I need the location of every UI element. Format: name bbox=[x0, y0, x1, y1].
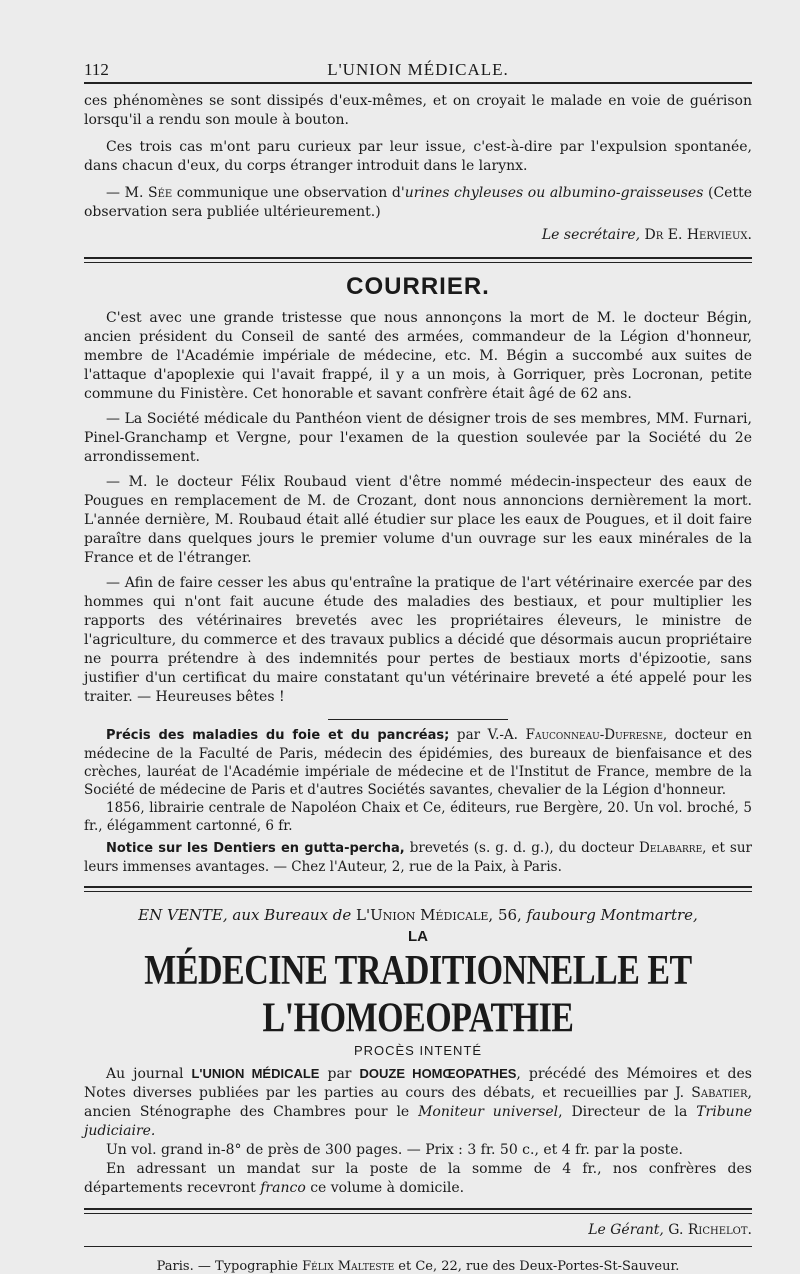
intro-p3-end: (Cette observation sera publiée ultérieurement.) bbox=[84, 185, 752, 220]
intro-paragraph-3 bbox=[84, 184, 752, 222]
courrier-paragraph: — M. le docteur Félix Roubaud vient d'être nommé médecin-inspecteur des eaux de Pougues en remplacement de M. de Crozant, dont nous annoncions dernièrement la mort. L'année dernière, M. Roubaud était allé étudier sur place les eaux de Pougues, et il doit faire paraître dans quelques jours le premier volume d'un ouvrage sur les eaux minérales de la France et de l'étranger. bbox=[84, 474, 752, 566]
advert-p1-d: DOUZE HOMŒOPATHES bbox=[359, 1066, 517, 1081]
advert-p1-a: Au journal bbox=[106, 1066, 192, 1082]
imprint-a: Paris. — Typographie bbox=[156, 1259, 303, 1274]
journal-name: L'UNION MÉDICALE. bbox=[327, 60, 509, 79]
advert-p1-g: , ancien Sténographe des Chambres pour le bbox=[84, 1085, 752, 1120]
en-vente-line bbox=[84, 906, 752, 924]
courrier-section bbox=[84, 309, 752, 707]
section-divider bbox=[84, 257, 752, 263]
notices-section bbox=[84, 726, 752, 876]
page-number: 112 bbox=[84, 60, 109, 79]
advert-p1-j: Tribune judiciaire. bbox=[84, 1104, 752, 1139]
gerant-label: Le Gérant, bbox=[588, 1222, 664, 1238]
gerant-line bbox=[84, 1222, 752, 1238]
advertisement bbox=[84, 906, 752, 1198]
courrier-paragraph: — Afin de faire cesser les abus qu'entraîne la pratique de l'art vétérinaire exercée par des hommes qui n'ont fait aucune étude des maladies des bestiaux, et pour multiplier les rapports des vétérinaires brevetés avec les propriétaires éleveurs, le ministre de l'agriculture, du commerce et des travaux publics a décidé que désormais aucun propriétaire ne pourra prétendre à des indemnités pour pertes de bestiaux morts d'épizootie, sans justifier d'un certificat du maire constatant qu'un vétérinaire breveté a été appelé pour les traiter. — Heureuses bêtes ! bbox=[84, 575, 752, 705]
intro-paragraph-2: Ces trois cas m'ont paru curieux par leur issue, c'est-à-dire par l'expulsion spontanée, dans chacun d'eux, du corps étranger introduit dans le larynx. bbox=[84, 139, 752, 174]
intro-p3-lead: — M. bbox=[106, 185, 148, 201]
advert-p1-c: par bbox=[319, 1066, 360, 1082]
dentiers-text: brevetés (s. g. d. g.), du docteur bbox=[404, 840, 640, 856]
dentiers-notice bbox=[84, 839, 752, 876]
footer-divider bbox=[84, 1246, 752, 1247]
secretary-signature bbox=[84, 226, 752, 245]
advert-p3-a: En adressant un mandat sur la poste de la somme de 4 fr., nos confrères des départements recevront bbox=[84, 1161, 752, 1196]
section-divider bbox=[84, 886, 752, 892]
advert-p1-f: Sabatier bbox=[691, 1085, 748, 1101]
section-divider bbox=[84, 1208, 752, 1214]
precis-notice bbox=[84, 726, 752, 799]
courrier-paragraph: — La Société médicale du Panthéon vient de désigner trois de ses membres, MM. Furnari, Pinel-Granchamp et Vergne, pour l'examen de la question soulevée par la Société du 2e arrondissement. bbox=[84, 411, 752, 465]
short-divider bbox=[328, 719, 508, 720]
advert-p3-c: ce volume à domicile. bbox=[305, 1180, 465, 1196]
intro-p3-italic: urines chyleuses ou albumino-graisseuses bbox=[404, 185, 704, 201]
imprint-b: Félix Malteste bbox=[302, 1259, 395, 1274]
signature-name: Dr E. Hervieux. bbox=[644, 227, 752, 243]
dentiers-author: Delabarre bbox=[639, 840, 703, 856]
precis-title: Précis des maladies du foie et du pancréas; bbox=[106, 728, 450, 743]
intro-section bbox=[84, 92, 752, 245]
intro-p3-mid: communique une observation d' bbox=[172, 185, 405, 201]
advert-paragraph-3 bbox=[84, 1160, 752, 1198]
advert-p1-b: L'UNION MÉDICALE bbox=[191, 1066, 320, 1081]
en-vente-a: EN VENTE, aux Bureaux de bbox=[138, 906, 357, 924]
courrier-paragraph: C'est avec une grande tristesse que nous annonçons la mort de M. le docteur Bégin, ancien président du Conseil de santé des armées, commandeur de la Légion d'honneur, membre de l'Académie impériale de médecine, etc. M. Bégin a succombé aux suites de l'attaque d'apoplexie qui l'avait frappé, il y a un mois, à Gorriquer, près Locronan, petite commune du Finistère. Cet honorable et savant confrère était âgé de 62 ans. bbox=[84, 310, 752, 402]
advert-paragraph-1 bbox=[84, 1064, 752, 1141]
precis-by: par V.-A. bbox=[449, 727, 526, 743]
courrier-title: COURRIER. bbox=[346, 273, 490, 300]
advert-title: MÉDECINE TRADITIONNELLE ET L'HOMOEOPATHIE bbox=[144, 947, 692, 1042]
advert-p1-e: , précédé des Mémoires et des Notes diverses publiées par les parties au cours des débats, et recueillies par J. bbox=[84, 1066, 752, 1101]
advert-p3-b: franco bbox=[260, 1180, 306, 1196]
gerant-name: G. Richelot. bbox=[668, 1222, 752, 1238]
precis-text: , docteur en médecine de la Faculté de Paris, médecin des épidémies, des bureaux de bienfaisance et des crèches, lauréat de l'Académie impériale de médecine et de l'Institut de France, membre de la Société de médecine de Paris et d'autres Sociétés savantes, chevalier de la Légion d'honneur. bbox=[84, 727, 752, 798]
advert-proces: PROCÈS INTENTÉ bbox=[353, 1043, 483, 1058]
intro-p3-name: Sée bbox=[148, 185, 173, 201]
precis-publication: 1856, librairie centrale de Napoléon Chaix et Ce, éditeurs, rue Bergère, 20. Un vol. broché, 5 fr., élégamment cartonné, 6 fr. bbox=[84, 800, 752, 834]
en-vente-d: faubourg Montmartre, bbox=[526, 906, 698, 924]
dentiers-end: , et sur leurs immenses avantages. — Chez l'Auteur, 2, rue de la Paix, à Paris. bbox=[84, 840, 752, 875]
advert-paragraph-2: Un vol. grand in-8° de près de 300 pages. — Prix : 3 fr. 50 c., et 4 fr. par la poste. bbox=[106, 1142, 683, 1158]
imprint-c: et Ce, 22, rue des Deux-Portes-St-Sauveur. bbox=[394, 1259, 680, 1274]
dentiers-title: Notice sur les Dentiers en gutta-percha, bbox=[106, 841, 405, 856]
en-vente-c: , 56, bbox=[488, 906, 527, 924]
printer-imprint bbox=[84, 1259, 752, 1274]
en-vente-b: L'Union Médicale bbox=[356, 906, 489, 924]
signature-label: Le secrétaire, bbox=[541, 227, 641, 243]
advert-p1-i: , Directeur de la bbox=[558, 1104, 697, 1120]
running-head bbox=[84, 52, 752, 84]
intro-paragraph-1: ces phénomènes se sont dissipés d'eux-mêmes, et on croyait le malade en voie de guérison lorsqu'il a rendu son moule à bouton. bbox=[84, 93, 752, 128]
advert-la: LA bbox=[408, 928, 428, 945]
precis-author: Fauconneau-Dufresne bbox=[525, 727, 663, 743]
advert-p1-h: Moniteur universel bbox=[418, 1104, 559, 1120]
